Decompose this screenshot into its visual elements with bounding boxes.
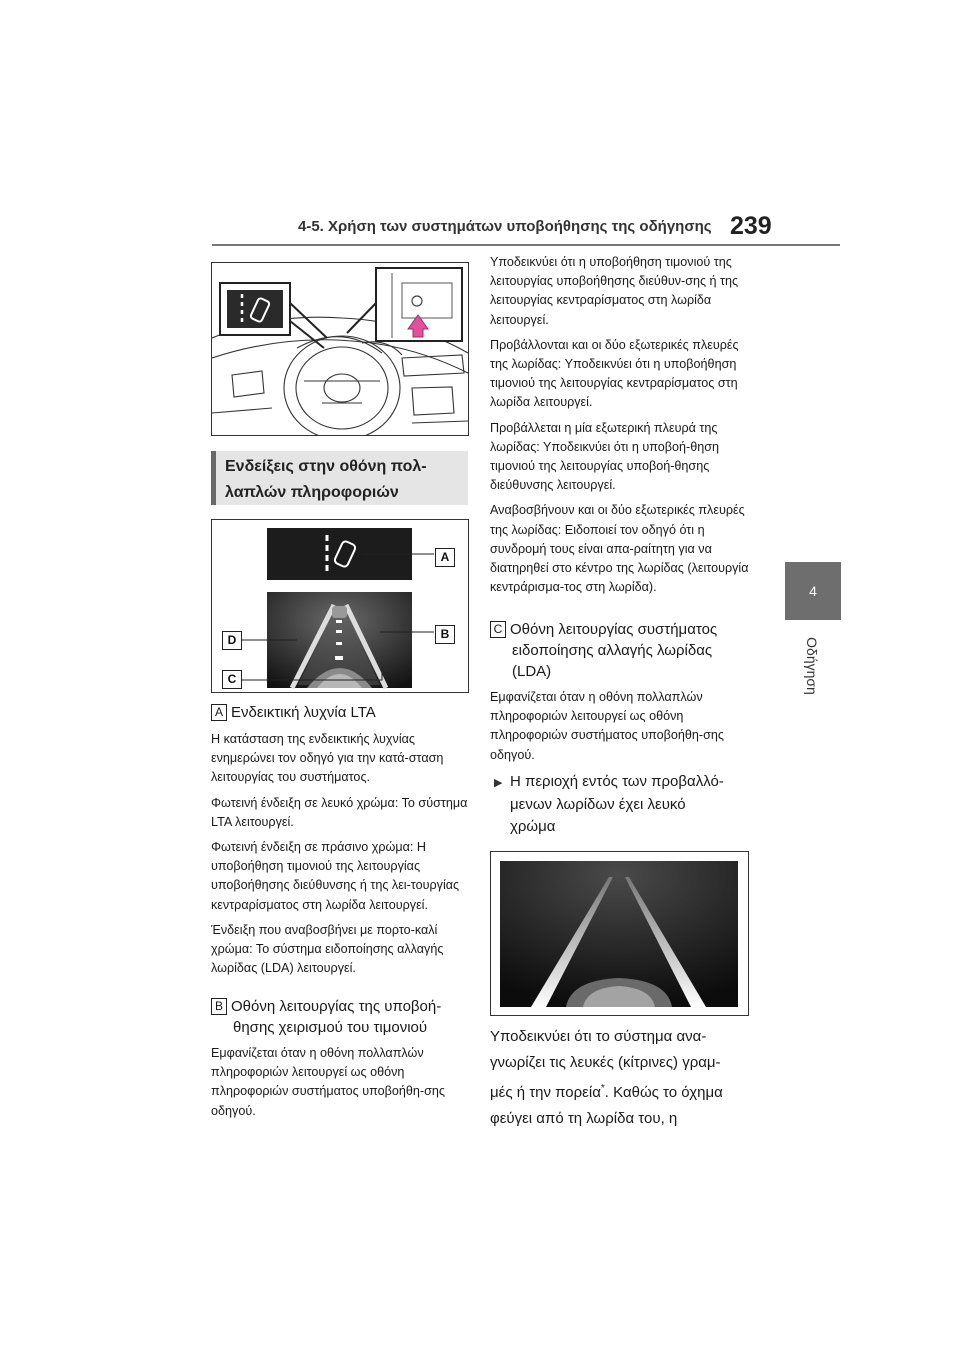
bottom-line2: γνωρίζει τις λευκές (κίτρινες) γραμ- — [490, 1054, 721, 1071]
item-b-title-line1: Οθόνη λειτουργίας της υποβοή- — [231, 998, 442, 1015]
right-paragraph: Προβάλλονται και οι δύο εξωτερικές πλευρές της λωρίδας: Υποδεικνύει ότι η υποβοήθηση τιμονιού της λειτουργίας κεντραρίσματος στη λωρίδα λειτουργεί. — [490, 337, 739, 410]
item-a-title-text: Ενδεικτική λυχνία LTA — [231, 704, 376, 721]
item-c-title-line2: ειδοποίησης αλλαγής λωρίδας — [512, 642, 713, 659]
bullet-line1: Η περιοχή εντός των προβαλλό- — [510, 773, 724, 790]
right-paragraph: Προβάλλεται η μία εξωτερική πλευρά της λωρίδας: Υποδεικνύει ότι η υποβοή-θηση τιμονιού της λειτουργίας υποβοή-θησης διεύθυνσης λειτουργεί. — [490, 420, 719, 493]
item-b-title-line2: θησης χειρισμού του τιμονιού — [233, 1019, 428, 1036]
display-figure — [211, 519, 469, 693]
item-c-tag: C — [490, 621, 506, 638]
section-heading-line1: Ενδείξεις στην οθόνη πολ- — [225, 458, 427, 475]
right-top-text — [490, 253, 752, 603]
item-c-paragraph: Εμφανίζεται όταν η οθόνη πολλαπλών πληροφοριών λειτουργεί ως οθόνη πληροφοριών συστήματος υποβοήθη-σης οδηγού. — [490, 690, 724, 762]
dashboard-illustration — [212, 263, 468, 435]
item-c-title — [490, 619, 752, 682]
bullet-line3: χρώμα — [510, 818, 556, 835]
lane-display-figure — [490, 851, 749, 1016]
lane-display-illustration — [491, 852, 748, 1015]
item-a-title — [211, 702, 469, 723]
running-header-title: 4-5. Χρήση των συστημάτων υποβοήθησης της οδήγησης — [298, 218, 712, 235]
item-c-title-line3: (LDA) — [512, 663, 552, 680]
dashboard-figure — [211, 262, 469, 436]
bottom-line1: Υποδεικνύει ότι το σύστημα ανα- — [490, 1028, 707, 1045]
item-a-paragraph: Φωτεινή ένδειξη σε λευκό χρώμα: Το σύστημα LTA λειτουργεί. — [211, 795, 468, 829]
bullet-line2: μενων λωρίδων έχει λευκό — [510, 796, 686, 813]
item-b-paragraph: Εμφανίζεται όταν η οθόνη πολλαπλών πληροφοριών λειτουργεί ως οθόνη πληροφοριών συστήματος υποβοήθη-σης οδηγού. — [211, 1046, 445, 1118]
label-c: C — [222, 670, 242, 689]
item-a-paragraph: Φωτεινή ένδειξη σε πράσινο χρώμα: Η υποβοήθηση τιμονιού της λειτουργίας υποβοήθησης διεύθυνσης ή της λει-τουργίας κεντραρίσματος στη λωρίδα λειτουργεί. — [211, 840, 460, 912]
item-c-body — [490, 688, 752, 771]
item-a-body — [211, 730, 469, 984]
chapter-tab: 4 — [785, 562, 841, 620]
bottom-line3-pre: μές ή την πορεία — [490, 1084, 601, 1101]
bottom-line4: φεύγει από τη λωρίδα του, η — [490, 1110, 678, 1127]
label-d: D — [222, 631, 242, 650]
right-paragraph: Υποδεικνύει ότι η υποβοήθηση τιμονιού της λειτουργίας υποβοήθησης διεύθυν-σης ή της λειτουργίας κεντραρίσματος στη λωρίδα λειτουργεί. — [490, 255, 739, 327]
item-b-title — [211, 996, 473, 1038]
label-b: B — [435, 625, 455, 644]
right-paragraph: Αναβοσβήνουν και οι δύο εξωτερικές πλευρές της λωρίδας: Ειδοποιεί τον οδηγό ότι η συνδρομή τους είναι απα-ραίτητη για να διατηρηθεί στο κέντρο της λωρίδας (λειτουργία κεντράρισμα-τος στη λωρίδα). — [490, 503, 749, 595]
item-a-tag: A — [211, 704, 227, 721]
page-number: 239 — [730, 212, 772, 240]
bottom-line3-post: . Καθώς το όχημα — [604, 1084, 723, 1101]
item-b-body — [211, 1044, 469, 1127]
item-c-title-line1: Οθόνη λειτουργίας συστήματος — [510, 621, 718, 638]
bottom-line3 — [490, 1076, 755, 1106]
display-illustration — [212, 520, 468, 692]
bullet-heading — [494, 771, 756, 838]
header-rule — [212, 244, 840, 246]
label-a: A — [435, 548, 455, 567]
item-b-tag: B — [211, 998, 227, 1015]
bullet-arrow-icon: ▶ — [494, 777, 503, 789]
chapter-label-text: Οδήγηση — [804, 637, 820, 695]
item-a-paragraph: Η κατάσταση της ενδεικτικής λυχνίας ενημερώνει τον οδηγό για την κατά-σταση λειτουργίας του συστήματος. — [211, 732, 444, 785]
item-a-paragraph: Ένδειξη που αναβοσβήνει με πορτο-καλί χρώμα: Το σύστημα ειδοποίησης αλλαγής λωρίδας (LDA) λειτουργεί. — [211, 922, 444, 976]
footnote-mark[interactable]: * — [600, 1083, 605, 1094]
chapter-label — [782, 624, 842, 708]
bottom-text — [490, 1024, 755, 1132]
section-heading-line2: λαπλών πληροφοριών — [225, 484, 399, 501]
section-heading — [211, 451, 468, 505]
